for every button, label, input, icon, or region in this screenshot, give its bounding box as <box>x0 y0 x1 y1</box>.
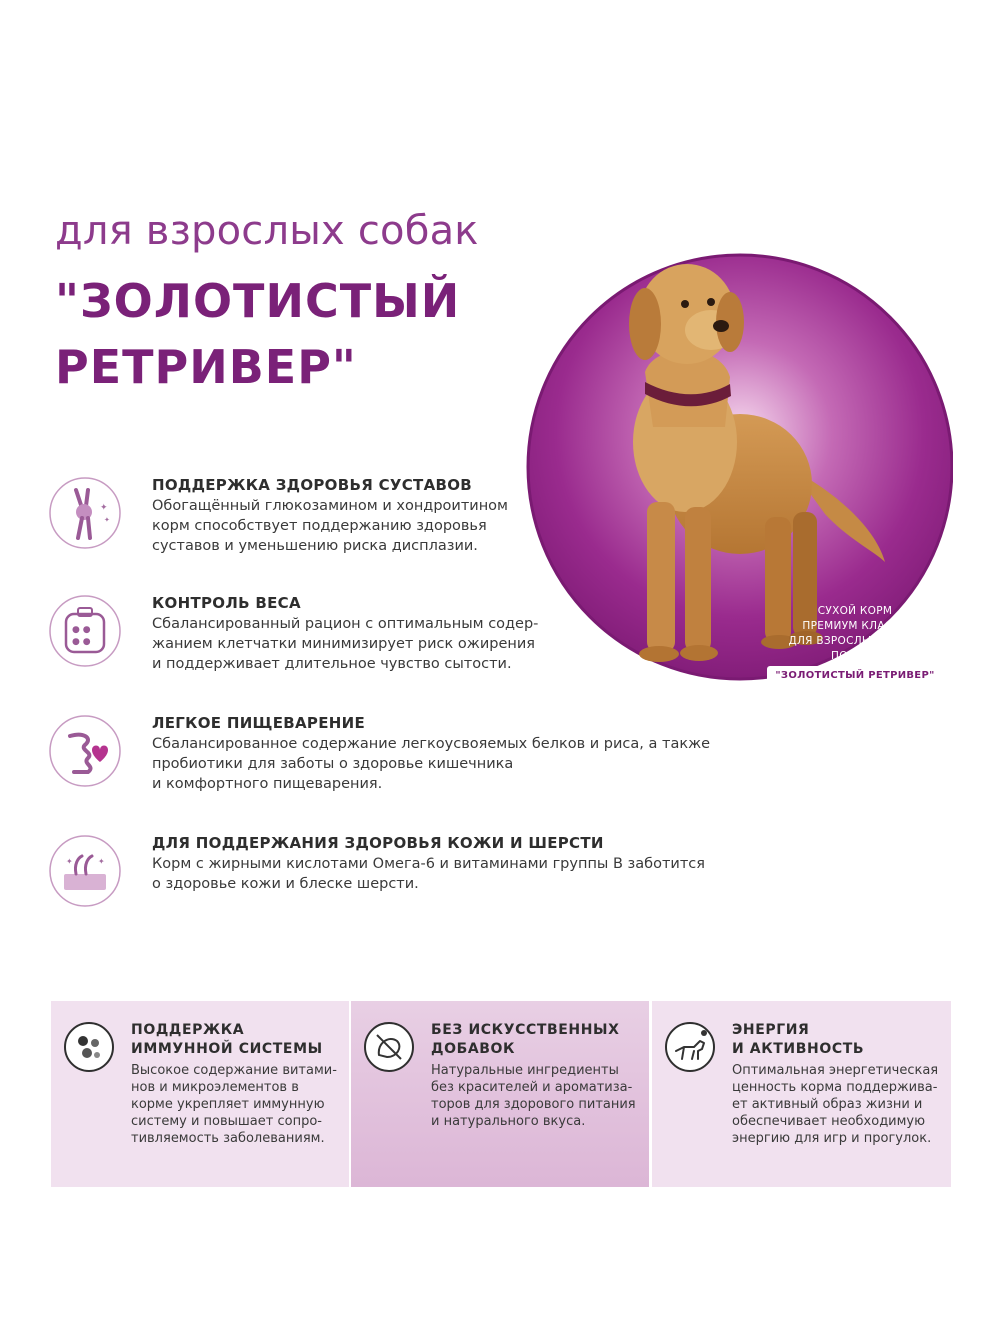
benefit-panels <box>51 1001 951 1187</box>
digestion-icon <box>48 714 122 788</box>
feature-text-line: Корм с жирными кислотами Омега-6 и витаминами группы В заботится <box>152 856 705 872</box>
feature-text <box>152 854 705 894</box>
panel-text-line: тивляемость заболеваниям. <box>131 1131 325 1146</box>
panel-title-line: БЕЗ ИСКУССТВЕННЫХ <box>431 1022 620 1038</box>
svg-text:● ●: ● ● <box>72 625 91 635</box>
panel-energy <box>652 1001 951 1187</box>
feature-text-line: о здоровье кожи и блеске шерсти. <box>152 876 419 892</box>
svg-text:✦: ✦ <box>98 857 105 866</box>
panel-title-line: ЭНЕРГИЯ <box>732 1022 810 1038</box>
feature-text <box>152 496 508 556</box>
title-line-1: "ЗОЛОТИСТЫЙ <box>55 274 461 328</box>
badge-flavor: С ГОВЯДИНОЙ <box>783 696 926 716</box>
product-title <box>55 268 460 400</box>
feature-text-line: и поддерживает длительное чувство сытости. <box>152 656 512 672</box>
panel-title-line: ДОБАВОК <box>431 1041 516 1057</box>
svg-text:✦: ✦ <box>104 516 110 524</box>
panel-immunity <box>51 1001 349 1187</box>
panel-title <box>732 1021 864 1059</box>
panel-no-additives <box>351 1001 649 1187</box>
feature-text-line: корм способствует поддержанию здоровья <box>152 518 487 534</box>
feature-text-line: суставов и уменьшению риска дисплазии. <box>152 538 478 554</box>
panel-text-line: обеспечивает необходимую <box>732 1114 926 1129</box>
panel-text-line: ценность корма поддержива- <box>732 1080 938 1095</box>
panel-text-line: систему и повышает сопро- <box>131 1114 322 1129</box>
feature-text-line: Сбалансированный рацион с оптимальным содер- <box>152 616 539 632</box>
feature-weight <box>48 594 748 684</box>
feature-text-line: и комфортного пищеварения. <box>152 776 383 792</box>
feature-text <box>152 734 710 794</box>
panel-text <box>732 1062 938 1147</box>
svg-text:✦: ✦ <box>66 857 73 866</box>
badge-line: ПОРОДА <box>831 650 879 662</box>
panel-text-line: Натуральные ингредиенты <box>431 1063 619 1078</box>
panel-text-line: Высокое содержание витами- <box>131 1063 337 1078</box>
feature-text-line: Сбалансированное содержание легкоусвояемых белков и риса, а также <box>152 736 711 752</box>
joint-icon <box>48 476 122 550</box>
feature-title: КОНТРОЛЬ ВЕСА <box>152 594 301 612</box>
feature-skin-coat <box>48 834 748 924</box>
feature-text <box>152 614 538 674</box>
skin-coat-icon <box>48 834 122 908</box>
energy-dog-icon <box>664 1021 716 1073</box>
panel-text-line: и натурального вкуса. <box>431 1114 586 1129</box>
panel-title-line: ПОДДЕРЖКА <box>131 1022 245 1038</box>
feature-title: ЛЕГКОЕ ПИЩЕВАРЕНИЕ <box>152 714 366 732</box>
panel-text <box>131 1062 337 1147</box>
feature-digestion <box>48 714 748 804</box>
badge-line: ПРЕМИУМ КЛАССА <box>802 620 908 632</box>
panel-text <box>431 1062 636 1130</box>
badge-breed-pill: "ЗОЛОТИСТЫЙ РЕТРИВЕР" <box>767 666 942 685</box>
svg-text:● ●: ● ● <box>72 637 91 647</box>
panel-title <box>131 1021 323 1059</box>
panel-text-line: корме укрепляет иммунную <box>131 1097 325 1112</box>
panel-title <box>431 1021 620 1059</box>
title-line-2: РЕТРИВЕР" <box>55 340 357 394</box>
feature-joints <box>48 476 748 566</box>
product-badge <box>760 596 950 756</box>
scale-icon <box>48 594 122 668</box>
panel-title-line: ИММУННОЙ СИСТЕМЫ <box>131 1041 323 1057</box>
panel-text-line: торов для здорового питания <box>431 1097 636 1112</box>
panel-text-line: Оптимальная энергетическая <box>732 1063 939 1078</box>
panel-text-line: энергию для игр и прогулок. <box>732 1131 932 1146</box>
feature-text-line: пробиотики для заботы о здоровье кишечника <box>152 756 514 772</box>
badge-line: СУХОЙ КОРМ <box>817 605 893 617</box>
no-additives-icon <box>363 1021 415 1073</box>
feature-title: ДЛЯ ПОДДЕРЖАНИЯ ЗДОРОВЬЯ КОЖИ И ШЕРСТИ <box>152 834 604 852</box>
panel-text-line: без красителей и ароматиза- <box>431 1080 633 1095</box>
immunity-icon <box>63 1021 115 1073</box>
svg-text:✦: ✦ <box>100 503 108 513</box>
panel-text-line: ет активный образ жизни и <box>732 1097 923 1112</box>
subtitle: для взрослых собак <box>55 208 479 254</box>
feature-title: ПОДДЕРЖКА ЗДОРОВЬЯ СУСТАВОВ <box>152 476 473 494</box>
panel-text-line: нов и микроэлементов в <box>131 1080 299 1095</box>
badge-line: ДЛЯ ВЗРОСЛЫХ СОБАК <box>788 635 922 647</box>
feature-text-line: Обогащённый глюкозамином и хондроитином <box>152 498 508 514</box>
panel-title-line: И АКТИВНОСТЬ <box>732 1041 865 1057</box>
badge-text <box>760 604 950 685</box>
feature-text-line: жанием клетчатки минимизирует риск ожирения <box>152 636 536 652</box>
